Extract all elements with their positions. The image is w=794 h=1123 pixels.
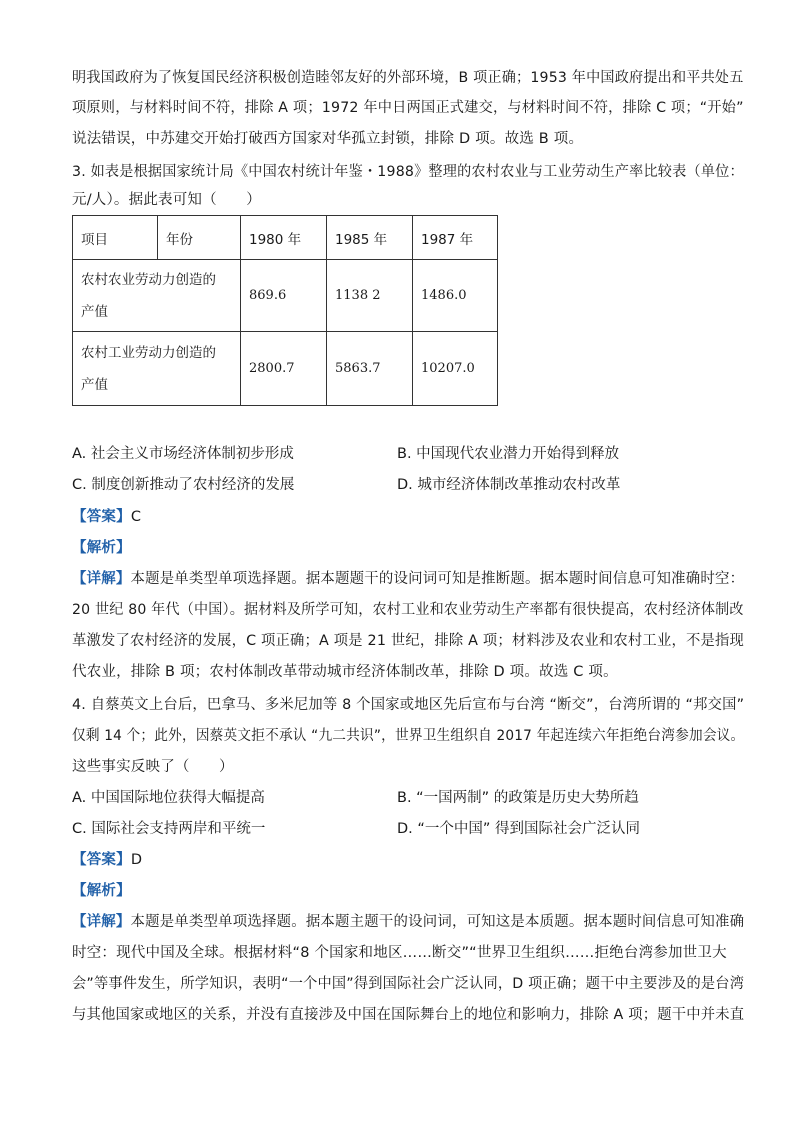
explanation-text: 本题是单类型单项选择题。据本题题干的设问词可知是推断题。据本题时间信息可知准确时空： — [130, 571, 745, 587]
explanation-line: 代农业，排除 B 项；农村体制改革带动城市经济体制改革，排除 D 项。故选 C 项。 — [72, 664, 618, 680]
explanation-line — [72, 569, 744, 589]
analysis-line — [72, 881, 131, 901]
header-1980: 1980 年 — [241, 216, 327, 260]
option-d: D. 城市经济体制改革推动农村改革 — [397, 477, 621, 493]
header-year: 年份 — [158, 216, 241, 260]
answer-tag: 【答案】 — [72, 852, 131, 868]
header-1985: 1985 年 — [327, 216, 413, 260]
productivity-table — [72, 215, 498, 406]
row-label-line: 产值 — [81, 376, 108, 393]
detail-tag: 【详解】 — [72, 914, 131, 930]
explanation-line — [72, 912, 744, 932]
option-a: A. 中国国际地位获得大幅提高 — [72, 790, 265, 806]
header-1987: 1987 年 — [413, 216, 498, 260]
answer-value: C — [130, 509, 142, 525]
text-line: 明我国政府为了恢复国民经济积极创造睦邻友好的外部环境，B 项正确；1953 年中国政府提出和平共处五 — [72, 70, 744, 86]
table-row — [73, 332, 498, 406]
row-label-line: 产值 — [81, 303, 108, 320]
answer-line — [72, 507, 141, 527]
explanation-line: 时空：现代中国及全球。根据材料“8 个国家和地区……断交”“世界卫生组织……拒绝台湾参加世卫大 — [72, 945, 727, 961]
header-item: 项目 — [73, 216, 158, 260]
text-line: 项原则，与材料时间不符，排除 A 项；1972 年中日两国正式建交，与材料时间不符，排除 C 项；“开始” — [72, 100, 744, 116]
question-3-stem: 3. 如表是根据国家统计局《中国农村统计年鉴・1988》整理的农村农业与工业劳动生产率比较表（单位： — [72, 164, 744, 180]
option-a: A. 社会主义市场经济体制初步形成 — [72, 446, 294, 462]
cell-value: 1486.0 — [413, 260, 498, 332]
option-d: D. “一个中国” 得到国际社会广泛认同 — [397, 821, 641, 837]
explanation-line: 与其他国家或地区的关系，并没有直接涉及中国在国际舞台上的地位和影响力，排除 A 项；题干中并未直 — [72, 1007, 745, 1023]
analysis-tag: 【解析】 — [72, 883, 131, 899]
question-3-stem: 元/人）。据此表可知（ ） — [72, 192, 261, 208]
row-label — [73, 332, 241, 406]
detail-tag: 【详解】 — [72, 571, 131, 587]
answer-value: D — [130, 852, 143, 868]
answer-tag: 【答案】 — [72, 509, 131, 525]
cell-value: 869.6 — [241, 260, 327, 332]
text-line: 说法错误，中苏建交开始打破西方国家对华孤立封锁，排除 D 项。故选 B 项。 — [72, 131, 584, 147]
question-4-stem: 仅剩 14 个；此外，因蔡英文拒不承认 “九二共识”，世界卫生组织自 2017 年起连续六年拒绝台湾参加会议。 — [72, 728, 745, 744]
explanation-text: 本题是单类型单项选择题。据本题主题干的设问词，可知这是本质题。据本题时间信息可知准确 — [130, 914, 745, 930]
cell-value: 5863.7 — [327, 332, 413, 406]
analysis-tag: 【解析】 — [72, 540, 131, 556]
option-b: B. “一国两制” 的政策是历史大势所趋 — [397, 790, 639, 806]
explanation-line: 革激发了农村经济的发展，C 项正确；A 项是 21 世纪，排除 A 项；材料涉及农业和农村工业，不是指现 — [72, 633, 744, 649]
option-c: C. 国际社会支持两岸和平统一 — [72, 821, 266, 837]
answer-line — [72, 850, 142, 870]
row-label-line: 农村农业劳动力创造的 — [81, 271, 216, 288]
row-label-line: 农村工业劳动力创造的 — [81, 344, 216, 361]
question-4-stem: 这些事实反映了（ ） — [72, 759, 234, 775]
cell-value: 2800.7 — [241, 332, 327, 406]
explanation-line: 20 世纪 80 年代（中国）。据材料及所学可知，农村工业和农业劳动生产率都有很快提高，农村经济体制改 — [72, 602, 744, 618]
table-header-row — [73, 216, 498, 260]
row-label — [73, 260, 241, 332]
table-row — [73, 260, 498, 332]
explanation-line: 会”等事件发生，所学知识，表明“一个中国”得到国际社会广泛认同，D 项正确；题干中主要涉及的是台湾 — [72, 976, 745, 992]
cell-value: 10207.0 — [413, 332, 498, 406]
option-b: B. 中国现代农业潜力开始得到释放 — [397, 446, 620, 462]
analysis-line — [72, 538, 131, 558]
option-c: C. 制度创新推动了农村经济的发展 — [72, 477, 295, 493]
question-4-stem: 4. 自蔡英文上台后，巴拿马、多米尼加等 8 个国家或地区先后宣布与台湾 “断交”，台湾所谓的 “邦交国” — [72, 697, 745, 713]
cell-value: 1138 2 — [327, 260, 413, 332]
